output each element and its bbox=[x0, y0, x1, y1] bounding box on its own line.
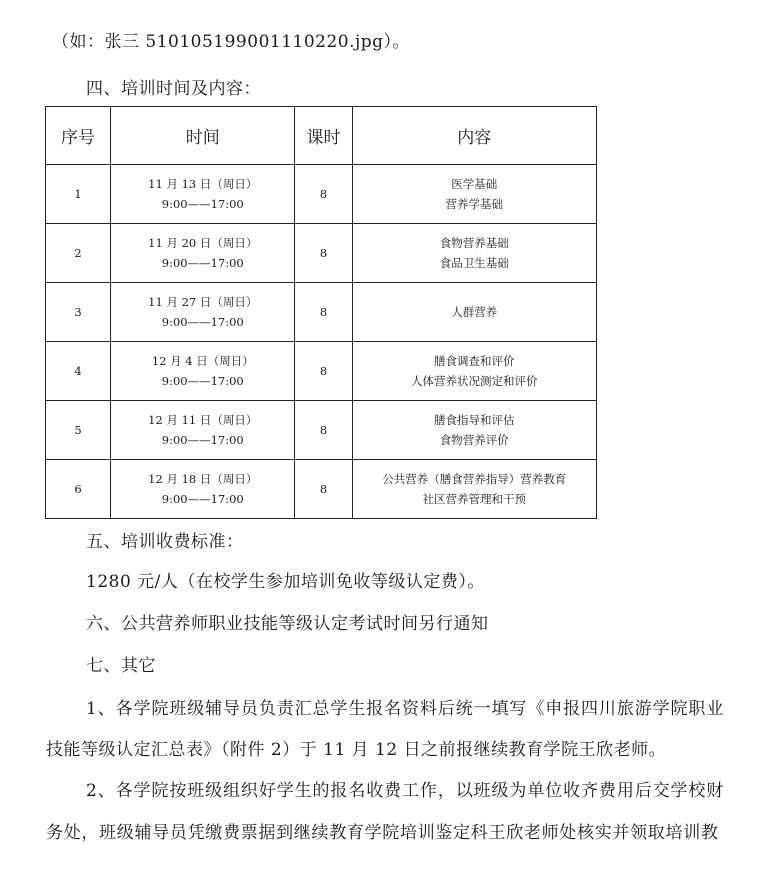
row-content-line-1: 医学基础 bbox=[451, 177, 498, 191]
row-time-range: 9:00——17:00 bbox=[161, 433, 244, 447]
row-content bbox=[352, 224, 596, 283]
row-time bbox=[111, 401, 295, 460]
row-content bbox=[352, 283, 596, 342]
row-date: 11 月 20 日（周日） bbox=[148, 236, 258, 250]
row-time-range: 9:00——17:00 bbox=[161, 256, 244, 270]
item-1-line-1: 1、各学院班级辅导员负责汇总学生报名资料后统一填写《申报四川旅游学院职业 bbox=[86, 699, 725, 719]
row-hours: 8 bbox=[295, 165, 352, 224]
header-index: 序号 bbox=[46, 107, 111, 165]
row-content bbox=[352, 165, 596, 224]
row-time bbox=[111, 224, 295, 283]
row-time-range: 9:00——17:00 bbox=[161, 197, 244, 211]
row-hours: 8 bbox=[295, 460, 352, 519]
training-schedule-table bbox=[45, 106, 597, 519]
row-content-line-2: 人体营养状况测定和评价 bbox=[411, 374, 538, 388]
row-content-line-1: 食物营养基础 bbox=[439, 236, 509, 250]
row-date: 12 月 4 日（周日） bbox=[151, 354, 254, 368]
table-header-row bbox=[46, 107, 597, 165]
row-content-line-1: 膳食调查和评价 bbox=[434, 354, 515, 368]
row-date: 12 月 11 日（周日） bbox=[148, 413, 258, 427]
section-4-heading: 四、培训时间及内容： bbox=[86, 79, 261, 99]
item-2-line-2: 务处，班级辅导员凭缴费票据到继续教育学院培训鉴定科王欣老师处核实并领取培训教 bbox=[46, 823, 719, 843]
table-row bbox=[46, 401, 597, 460]
row-time-range: 9:00——17:00 bbox=[161, 315, 244, 329]
row-content bbox=[352, 401, 596, 460]
row-index: 2 bbox=[46, 224, 111, 283]
row-content-line-2: 营养学基础 bbox=[445, 197, 504, 211]
header-hours: 课时 bbox=[295, 107, 352, 165]
row-hours: 8 bbox=[295, 401, 352, 460]
fee-text: 1280 元/人（在校学生参加培训免收等级认定费）。 bbox=[86, 572, 485, 592]
filename-example-text: （如：张三 510105199001110220.jpg）。 bbox=[52, 32, 411, 52]
row-content-line-1: 公共营养（膳食营养指导）营养教育 bbox=[382, 472, 567, 486]
row-time-range: 9:00——17:00 bbox=[161, 374, 244, 388]
row-date: 11 月 27 日（周日） bbox=[148, 295, 258, 309]
row-index: 3 bbox=[46, 283, 111, 342]
row-content-line-1: 膳食指导和评估 bbox=[434, 413, 515, 427]
row-content-line-2: 社区营养管理和干预 bbox=[422, 492, 527, 506]
table-row bbox=[46, 342, 597, 401]
header-content: 内容 bbox=[352, 107, 596, 165]
row-content bbox=[352, 460, 596, 519]
row-index: 4 bbox=[46, 342, 111, 401]
row-index: 1 bbox=[46, 165, 111, 224]
table-row bbox=[46, 165, 597, 224]
row-date: 12 月 18 日（周日） bbox=[148, 472, 258, 486]
row-content-line-2: 食物营养评价 bbox=[439, 433, 509, 447]
row-index: 6 bbox=[46, 460, 111, 519]
row-time-range: 9:00——17:00 bbox=[161, 492, 244, 506]
item-2-line-1: 2、各学院按班级组织好学生的报名收费工作，以班级为单位收齐费用后交学校财 bbox=[86, 781, 725, 801]
row-time bbox=[111, 165, 295, 224]
row-time bbox=[111, 342, 295, 401]
table-row bbox=[46, 460, 597, 519]
row-hours: 8 bbox=[295, 342, 352, 401]
row-index: 5 bbox=[46, 401, 111, 460]
header-time: 时间 bbox=[111, 107, 295, 165]
row-content-line-1: 人群营养 bbox=[451, 305, 498, 319]
row-time bbox=[111, 460, 295, 519]
row-time bbox=[111, 283, 295, 342]
row-hours: 8 bbox=[295, 224, 352, 283]
row-date: 11 月 13 日（周日） bbox=[148, 177, 258, 191]
item-1-line-2: 技能等级认定汇总表》（附件 2）于 11 月 12 日之前报继续教育学院王欣老师。 bbox=[46, 740, 667, 760]
section-5-heading: 五、培训收费标准： bbox=[86, 532, 244, 552]
table-row bbox=[46, 283, 597, 342]
row-content-line-2: 食品卫生基础 bbox=[439, 256, 509, 270]
row-hours: 8 bbox=[295, 283, 352, 342]
section-6-heading: 六、公共营养师职业技能等级认定考试时间另行通知 bbox=[86, 614, 489, 634]
row-content bbox=[352, 342, 596, 401]
table-row bbox=[46, 224, 597, 283]
section-7-heading: 七、其它 bbox=[86, 656, 156, 676]
